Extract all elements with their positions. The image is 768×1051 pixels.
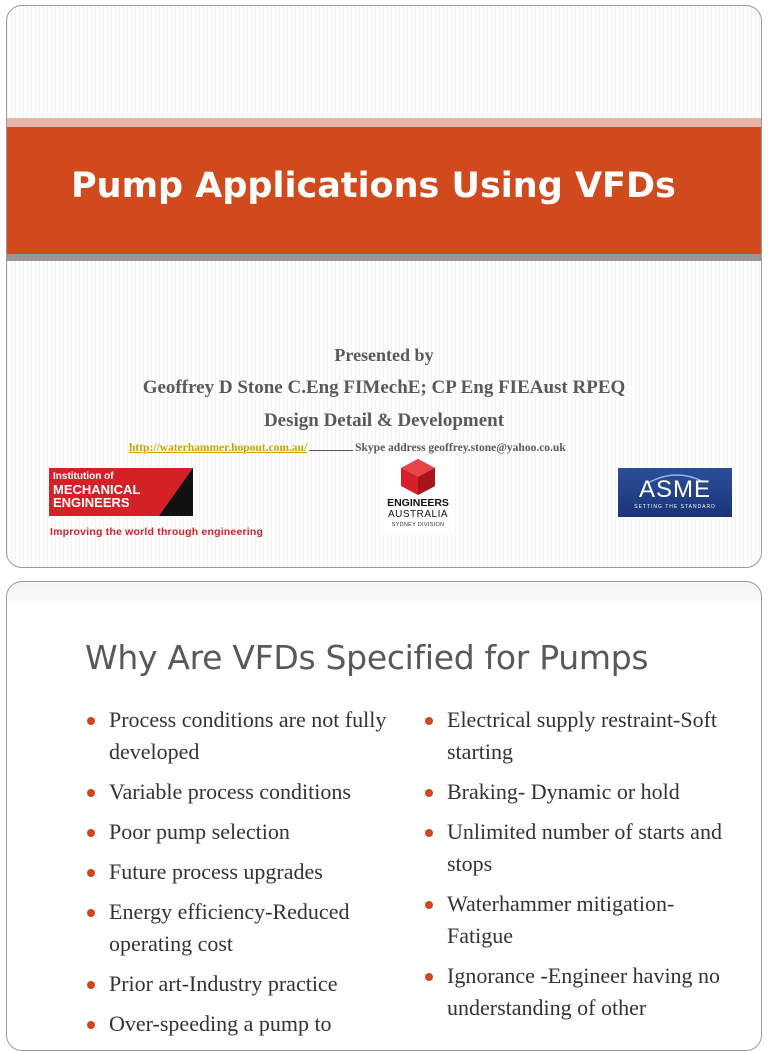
slide-title: Pump Applications Using VFDs	[71, 166, 676, 206]
bullet-text: Process conditions are not fully developed	[109, 707, 387, 764]
contact-line	[129, 442, 566, 454]
skype-address: Skype address geoffrey.stone@yahoo.co.uk	[355, 442, 566, 454]
bullet-item	[425, 816, 735, 880]
bullet-item	[87, 968, 387, 1000]
presenter-name: Geoffrey D Stone C.Eng FIMechE; CP Eng FIEAust RPEQ	[142, 377, 626, 398]
bullet-dot-icon	[425, 829, 433, 837]
title-band-bottom-stripe	[7, 254, 761, 261]
bullet-item	[87, 776, 387, 808]
bullet-dot-icon	[87, 789, 95, 797]
title-slide	[6, 5, 762, 568]
bullet-text: Poor pump selection	[109, 819, 290, 844]
engineers-australia-hexagon-icon	[398, 458, 438, 496]
bullet-text: Braking- Dynamic or hold	[447, 779, 680, 804]
bullet-item	[425, 960, 735, 1024]
content-slide	[6, 581, 762, 1051]
imeche-logo-line2: MECHANICAL	[53, 482, 141, 497]
website-link[interactable]: http://waterhammer.hopout.com.au/	[129, 442, 308, 454]
bullet-dot-icon	[425, 973, 433, 981]
bullet-text: Waterhammer mitigation-Fatigue	[447, 891, 675, 948]
bullet-dot-icon	[87, 717, 95, 725]
bullet-text: Variable process conditions	[109, 779, 351, 804]
bullet-text: Energy efficiency-Reduced operating cost	[109, 899, 350, 956]
bullet-text: Unlimited number of starts and stops	[447, 819, 722, 876]
contact-separator	[309, 450, 353, 451]
bullet-dot-icon	[425, 789, 433, 797]
asme-logo	[618, 468, 732, 517]
bullet-text: Prior art-Industry practice	[109, 971, 338, 996]
imeche-logo-line3: ENGINEERS	[53, 495, 130, 510]
bullet-text: Electrical supply restraint-Soft starting	[447, 707, 718, 764]
engineers-australia-logo-line3: SYDNEY DIVISION	[391, 522, 445, 528]
engineers-australia-logo-line1: ENGINEERS	[387, 497, 449, 509]
bullet-item	[87, 816, 387, 848]
right-bullet-list	[425, 704, 735, 1032]
bullet-dot-icon	[87, 829, 95, 837]
bullet-dot-icon	[87, 909, 95, 917]
bullet-dot-icon	[87, 981, 95, 989]
bullet-dot-icon	[87, 1021, 95, 1029]
presented-by-label: Presented by	[334, 345, 434, 365]
asme-logo-tagline: SETTING THE STANDARD	[634, 504, 716, 510]
left-bullet-list	[87, 704, 387, 1048]
asme-logo-word: ASME	[638, 476, 711, 503]
bullet-item	[87, 896, 387, 960]
bullet-text: Over-speeding a pump to	[109, 1011, 332, 1036]
bullet-text: Future process upgrades	[109, 859, 323, 884]
bullet-dot-icon	[425, 717, 433, 725]
engineers-australia-logo-line2: AUSTRALIA	[387, 509, 449, 520]
content-slide-title: Why Are VFDs Specified for Pumps	[85, 638, 649, 677]
presenter-company: Design Detail & Development	[263, 410, 505, 431]
imeche-logo-line1: Institution of	[53, 471, 114, 482]
bullet-item	[425, 704, 735, 768]
bullet-item	[87, 1008, 387, 1040]
bullet-item	[425, 888, 735, 952]
bullet-dot-icon	[87, 869, 95, 877]
imeche-logo	[49, 468, 193, 516]
title-band-top-stripe	[7, 118, 761, 127]
imeche-logo-triangle	[159, 468, 193, 516]
engineers-australia-logo	[383, 456, 453, 534]
bullet-text: Ignorance -Engineer having no understanding of other	[447, 963, 721, 1020]
bullet-item	[87, 704, 387, 768]
bullet-item	[425, 776, 735, 808]
bullet-item	[87, 856, 387, 888]
imeche-tagline: Improving the world through engineering	[50, 526, 264, 538]
bullet-dot-icon	[425, 901, 433, 909]
